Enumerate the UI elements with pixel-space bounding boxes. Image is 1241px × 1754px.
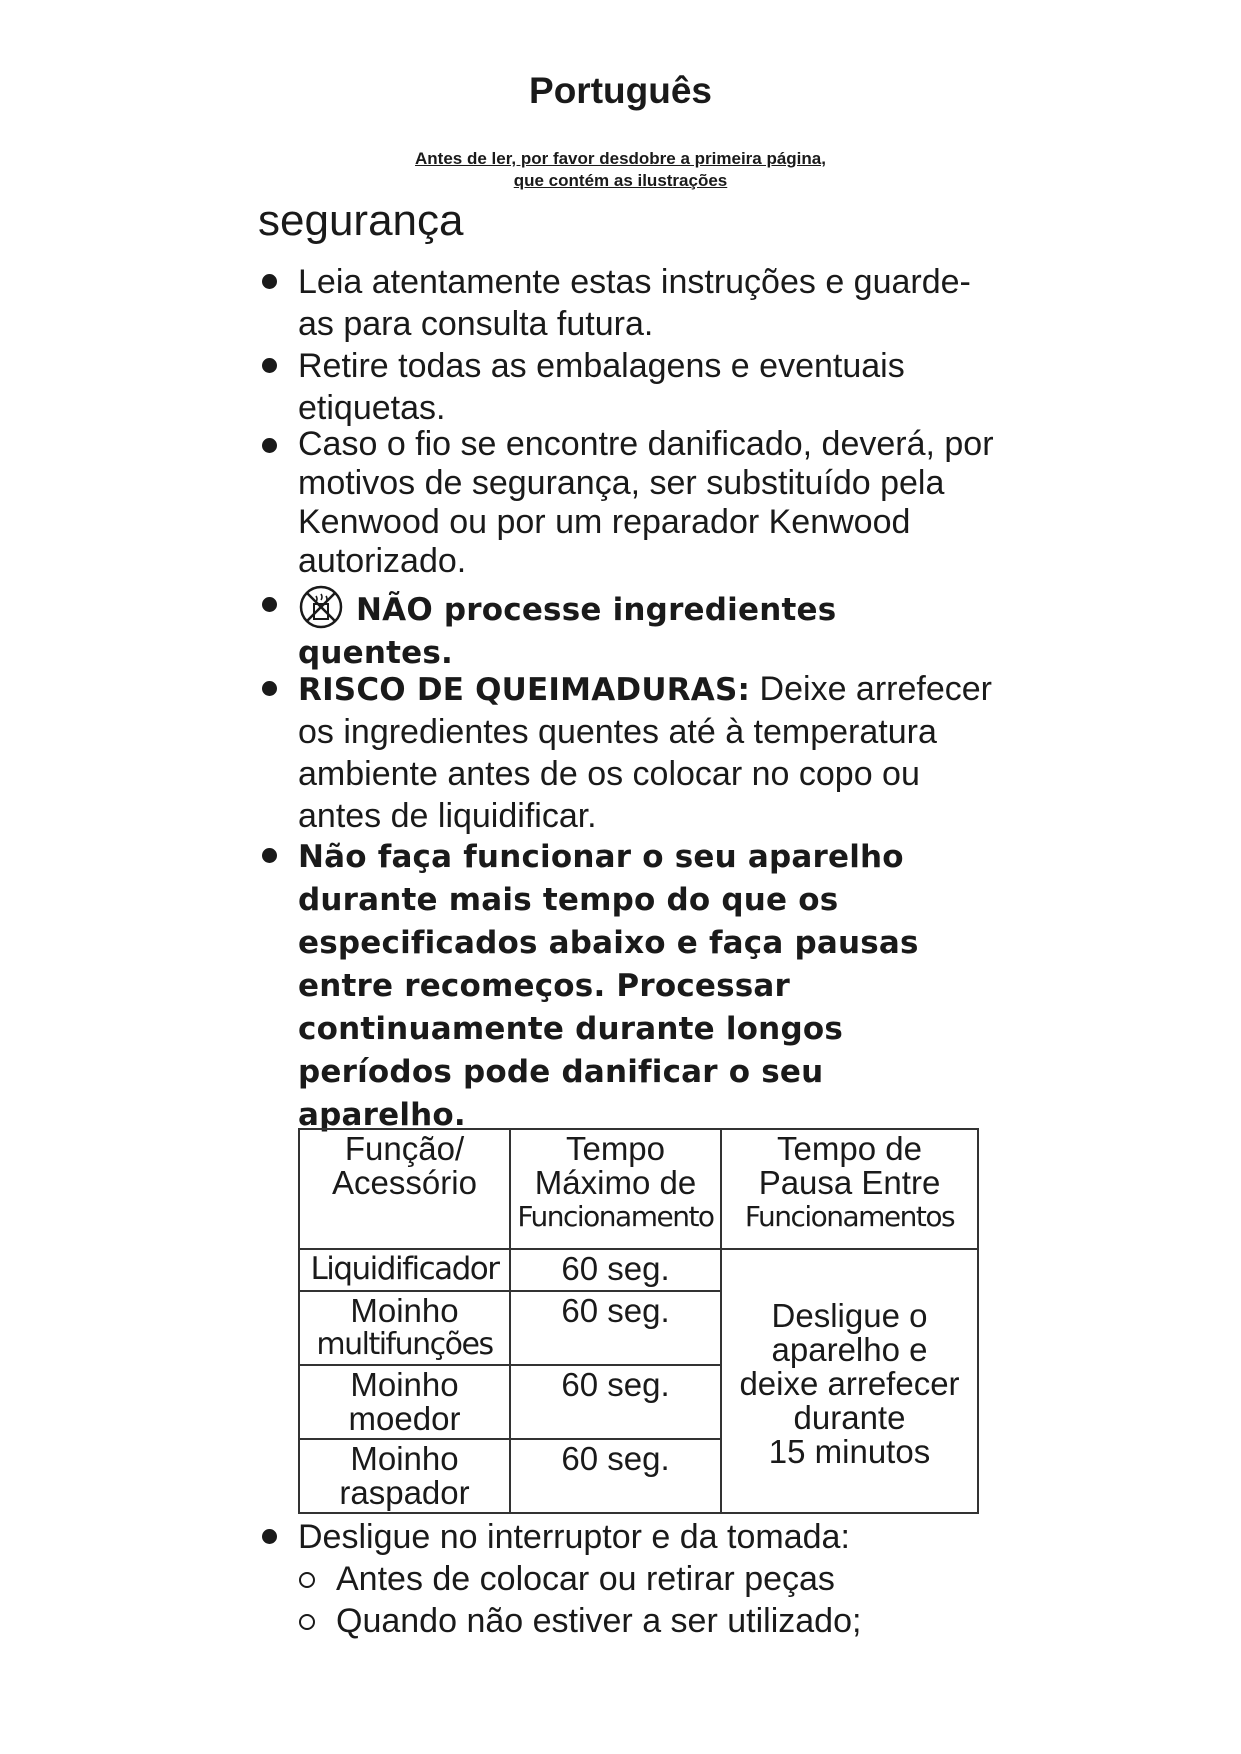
header-max-time-line-2: Máximo de	[534, 1164, 697, 1201]
safety-item-7-text: Desligue no interruptor e da tomada:	[298, 1518, 850, 1556]
pause-line-5: 15 minutos	[768, 1433, 931, 1470]
safety-item-7	[298, 1516, 998, 1558]
header-max-time	[510, 1129, 721, 1249]
safety-item-3	[298, 425, 998, 581]
section-heading: segurança	[258, 196, 464, 245]
sub-item-1-text: Antes de colocar ou retirar peças	[336, 1560, 835, 1598]
row-function	[299, 1439, 510, 1513]
bullet-dot-icon	[262, 358, 277, 373]
no-hot-ingredients-icon	[298, 584, 344, 630]
row-function-line-1: Moinho	[350, 1440, 459, 1477]
row-function: Liquidificador	[299, 1249, 510, 1291]
header-function-line-2: Acessório	[332, 1164, 477, 1201]
sub-item-2	[336, 1600, 861, 1642]
row-time: 60 seg.	[510, 1249, 721, 1291]
row-time: 60 seg.	[510, 1291, 721, 1365]
notice-line-2: que contém as ilustrações	[513, 171, 728, 190]
header-pause-time	[721, 1129, 978, 1249]
safety-item-4	[298, 584, 998, 674]
safety-item-5-text: Deixe arrefecer os ingredientes quentes até à temperatura ambiente antes de os colocar no copo ou antes de liquidificar.	[298, 670, 992, 835]
bullet-dot-icon	[262, 274, 277, 289]
safety-item-1-text: Leia atentamente estas instruções e guarde-as para consulta futura.	[298, 263, 971, 343]
sub-item-1	[336, 1558, 835, 1600]
safety-item-5	[298, 668, 998, 837]
row-function-line-2: multifunções	[316, 1327, 493, 1362]
row-function-line-1: Moinho	[350, 1292, 459, 1329]
bullet-dot-icon	[262, 438, 277, 453]
safety-item-2	[298, 345, 998, 429]
row-function	[299, 1365, 510, 1439]
row-function-line-2: raspador	[339, 1474, 470, 1511]
safety-item-6	[298, 835, 998, 1136]
header-pause-time-line-1: Tempo de	[777, 1130, 922, 1167]
table-row	[299, 1249, 978, 1291]
unfold-notice	[0, 148, 1241, 192]
header-function-line-1: Função/	[344, 1130, 465, 1167]
header-pause-time-line-3: Funcionamentos	[744, 1200, 955, 1233]
header-pause-time-line-2: Pausa Entre	[758, 1164, 941, 1201]
row-function-line-1: Moinho	[350, 1366, 459, 1403]
pause-line-2: aparelho e	[771, 1331, 928, 1368]
row-function	[299, 1291, 510, 1365]
bullet-ring-icon	[299, 1572, 315, 1588]
table-header-row	[299, 1129, 978, 1249]
pause-line-3: deixe arrefecer	[739, 1365, 960, 1402]
row-time: 60 seg.	[510, 1365, 721, 1439]
bullet-dot-icon	[262, 848, 277, 863]
header-function	[299, 1129, 510, 1249]
bullet-dot-icon	[262, 1529, 277, 1544]
row-time: 60 seg.	[510, 1439, 721, 1513]
bullet-dot-icon	[262, 681, 277, 696]
page-title: Português	[529, 70, 712, 111]
pause-line-4: durante	[793, 1399, 906, 1436]
pause-instructions	[721, 1249, 978, 1513]
safety-item-6-text: Não faça funcionar o seu aparelho durante mais tempo do que os especificados abaixo e faça pausas entre recomeços. Processar continuamente durante longos períodos pode danificar o seu aparelho.	[298, 839, 919, 1133]
safety-item-1	[298, 261, 998, 345]
row-function-line-2: moedor	[348, 1400, 461, 1437]
bullet-ring-icon	[299, 1614, 315, 1630]
safety-item-2-text: Retire todas as embalagens e eventuais etiquetas.	[298, 347, 905, 427]
safety-item-3-text: Caso o fio se encontre danificado, deverá, por motivos de segurança, ser substituído pela Kenwood ou por um reparador Kenwood autorizado.	[298, 425, 994, 580]
header-max-time-line-3: Funcionamento	[517, 1200, 714, 1233]
operating-times-table	[298, 1128, 979, 1514]
header-max-time-line-1: Tempo	[565, 1130, 666, 1167]
bullet-dot-icon	[262, 597, 277, 612]
safety-item-4-text: NÃO processe ingredientes quentes.	[298, 592, 837, 671]
pause-line-1: Desligue o	[771, 1297, 928, 1334]
notice-line-1: Antes de ler, por favor desdobre a primeira página,	[415, 149, 826, 168]
burn-risk-label: RISCO DE QUEIMADURAS:	[298, 672, 751, 708]
sub-item-2-text: Quando não estiver a ser utilizado;	[336, 1602, 862, 1640]
